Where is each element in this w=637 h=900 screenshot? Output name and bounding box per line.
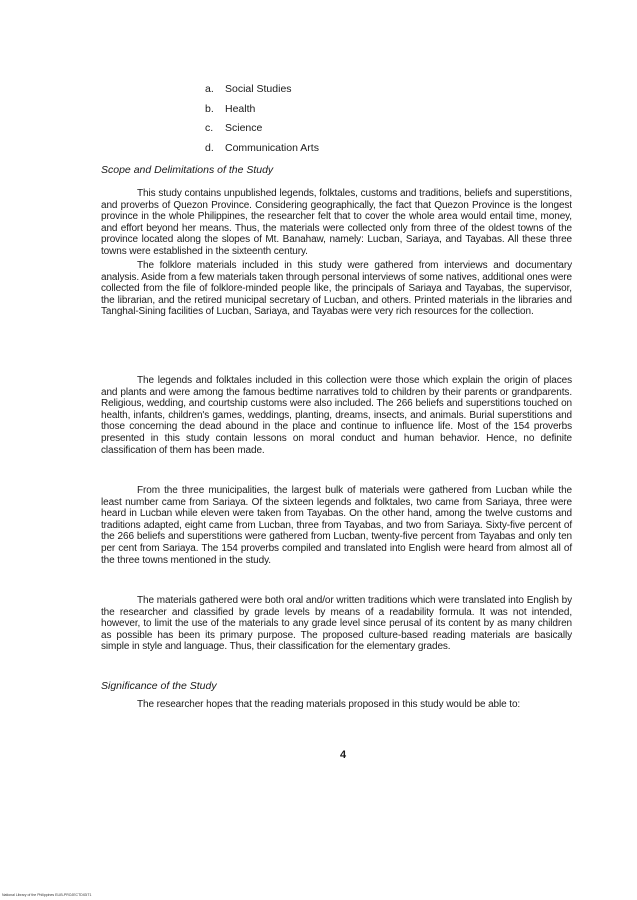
scope-paragraph-1: This study contains unpublished legends, folktales, customs and traditions, beliefs and superstitions, and proverbs of Quezon Province. Considering geographically, the fact that Quezon Province is the longest province in the whole Philippines, the researcher felt that to cover the whole area would entail time, money, and effort beyond her means. Thus, the materials were collected only from three of the oldest towns of the province located along the slopes of Mt. Banahaw, namely: Lucban, Sariaya, and Tayabas. All these three towns were established in the sixteenth century. bbox=[101, 188, 572, 257]
list-item-label: Health bbox=[225, 102, 256, 115]
list-item bbox=[205, 102, 319, 122]
scope-paragraph-2: The folklore materials included in this study were gathered from interviews and documentary analysis. Aside from a few materials taken through personal interviews of some natives, additional ones were collected from the file of folklore-minded people like, the principals of Sariaya and Tayabas, the supervisor, the librarian, and the retired municipal secretary of Lucban, and others. Printed materials in the libraries and Tanghal-Sining facilities of Lucban, Sariaya, and Tayabas were very rich resources for the collection. bbox=[101, 260, 572, 318]
scope-paragraph-3: The legends and folktales included in this collection were those which explain the origin of places and plants and were among the famous bedtime narratives told to children by their parents or grandparents. Religious, wedding, and courtship customs were also included. The 266 beliefs and superstitions touched on health, infants, children's games, weddings, planting, dreams, insects, and animals. Burial superstitions and those concerning the dead abound in the place and continue to influence life. Most of the 154 proverbs presented in this study contain lessons on moral conduct and human behavior. Hence, no definite classification of them has been made. bbox=[101, 375, 572, 456]
list-item-letter: a. bbox=[205, 83, 214, 95]
significance-paragraph: The researcher hopes that the reading materials proposed in this study would be able to: bbox=[137, 699, 521, 710]
list-item-label: Social Studies bbox=[225, 83, 292, 95]
list-item-label: Science bbox=[225, 122, 263, 135]
list-item bbox=[205, 141, 319, 161]
list-item-letter: c. bbox=[205, 122, 214, 135]
footer-text: National Library of the Philippines ELIB-PROJECTDIGIT1 bbox=[2, 893, 92, 897]
scope-paragraph-4: From the three municipalities, the largest bulk of materials were gathered from Lucban while the least number came from Sariaya. Of the sixteen legends and folktales, two came from Sariaya, three were heard in Lucban while eleven were taken from Tayabas. On the other hand, among the twelve customs and traditions adapted, eight came from Lucban, three from Tayabas, and two from Sariaya. Sixty-five percent of the 266 beliefs and superstitions were gathered from Lucban, twenty-five percent from Tayabas and only ten per cent from Sariaya. The 154 proverbs compiled and translated into English were heard from almost all of the three towns mentioned in the study. bbox=[101, 485, 572, 566]
list-item-label: Communication Arts bbox=[225, 141, 319, 154]
list-item-letter: b. bbox=[205, 102, 214, 115]
list-item-letter: d. bbox=[205, 141, 214, 154]
scope-heading: Scope and Delimitations of the Study bbox=[101, 164, 274, 176]
significance-heading: Significance of the Study bbox=[101, 680, 217, 692]
page-number: 4 bbox=[340, 749, 347, 761]
subject-list bbox=[205, 82, 319, 160]
scope-paragraph-5: The materials gathered were both oral and/or written traditions which were translated into English by the researcher and classified by grade levels by means of a readability formula. It was not intended, however, to limit the use of the materials to any grade level since perusal of its content by as many children as possible has been its primary purpose. The proposed culture-based reading materials are basically simple in style and language. Thus, their classification for the elementary grades. bbox=[101, 595, 572, 653]
list-item bbox=[205, 121, 319, 141]
list-item bbox=[205, 82, 319, 102]
